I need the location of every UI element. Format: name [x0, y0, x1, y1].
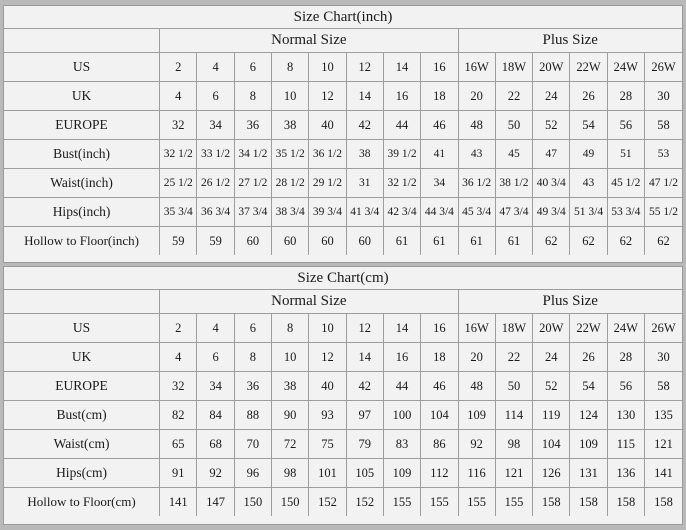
cell: 50 [495, 111, 532, 140]
size-table-inch [4, 6, 682, 255]
cell: 42 3/4 [383, 198, 420, 227]
table-row [4, 372, 682, 401]
cell: 12 [309, 343, 346, 372]
cell: 18 [421, 82, 458, 111]
cell: 152 [346, 488, 383, 517]
table-row [4, 111, 682, 140]
cell: 109 [458, 401, 495, 430]
cell: 65 [160, 430, 197, 459]
cell: 4 [160, 343, 197, 372]
corner-cell [4, 290, 160, 314]
cell: 32 [160, 111, 197, 140]
cell: 59 [197, 227, 234, 256]
table-row [4, 198, 682, 227]
cell: 16 [421, 53, 458, 82]
cell: 61 [458, 227, 495, 256]
cell: 147 [197, 488, 234, 517]
cell: 86 [421, 430, 458, 459]
cell: 26 [570, 343, 607, 372]
cell: 24 [533, 82, 570, 111]
cell: 41 [421, 140, 458, 169]
cell: 38 [272, 111, 309, 140]
cell: 28 [607, 82, 644, 111]
cell: 20 [458, 343, 495, 372]
table-row [4, 430, 682, 459]
cell: 26W [644, 314, 682, 343]
row-label-bust: Bust(cm) [4, 401, 160, 430]
size-chart-inch [3, 5, 683, 263]
cell: 38 [346, 140, 383, 169]
cell: 40 [309, 372, 346, 401]
table-title-row [4, 6, 682, 29]
table-row [4, 82, 682, 111]
row-label-hips: Hips(cm) [4, 459, 160, 488]
cell: 4 [197, 314, 234, 343]
cell: 104 [421, 401, 458, 430]
cell: 49 3/4 [533, 198, 570, 227]
cell: 28 [607, 343, 644, 372]
table-row [4, 459, 682, 488]
cell: 92 [197, 459, 234, 488]
cell: 26W [644, 53, 682, 82]
cell: 90 [272, 401, 309, 430]
cell: 4 [197, 53, 234, 82]
cell: 49 [570, 140, 607, 169]
row-label-waist: Waist(inch) [4, 169, 160, 198]
cell: 42 [346, 372, 383, 401]
cell: 93 [309, 401, 346, 430]
row-label-hollow-to-floor: Hollow to Floor(inch) [4, 227, 160, 256]
cell: 121 [495, 459, 532, 488]
cell: 22W [570, 53, 607, 82]
cell: 42 [346, 111, 383, 140]
cell: 47 1/2 [644, 169, 682, 198]
row-label-hips: Hips(inch) [4, 198, 160, 227]
chart-title: Size Chart(inch) [4, 6, 682, 29]
cell: 62 [570, 227, 607, 256]
cell: 2 [160, 53, 197, 82]
cell: 155 [383, 488, 420, 517]
cell: 12 [346, 53, 383, 82]
cell: 30 [644, 343, 682, 372]
cell: 158 [644, 488, 682, 517]
cell: 14 [346, 82, 383, 111]
cell: 62 [607, 227, 644, 256]
row-label-uk: UK [4, 82, 160, 111]
cell: 100 [383, 401, 420, 430]
cell: 24W [607, 314, 644, 343]
cell: 32 1/2 [160, 140, 197, 169]
cell: 8 [272, 314, 309, 343]
cell: 109 [383, 459, 420, 488]
cell: 55 1/2 [644, 198, 682, 227]
cell: 50 [495, 372, 532, 401]
cell: 58 [644, 111, 682, 140]
cell: 59 [160, 227, 197, 256]
group-header-row [4, 290, 682, 314]
cell: 130 [607, 401, 644, 430]
cell: 60 [272, 227, 309, 256]
cell: 8 [234, 82, 271, 111]
cell: 135 [644, 401, 682, 430]
table-row [4, 401, 682, 430]
cell: 38 [272, 372, 309, 401]
row-label-hollow-to-floor: Hollow to Floor(cm) [4, 488, 160, 517]
row-label-uk: UK [4, 343, 160, 372]
table-row [4, 169, 682, 198]
cell: 32 [160, 372, 197, 401]
cell: 47 3/4 [495, 198, 532, 227]
cell: 141 [644, 459, 682, 488]
cell: 91 [160, 459, 197, 488]
cell: 8 [272, 53, 309, 82]
cell: 16 [383, 343, 420, 372]
cell: 36 3/4 [197, 198, 234, 227]
cell: 44 [383, 372, 420, 401]
cell: 39 1/2 [383, 140, 420, 169]
cell: 38 3/4 [272, 198, 309, 227]
cell: 150 [272, 488, 309, 517]
cell: 48 [458, 111, 495, 140]
cell: 126 [533, 459, 570, 488]
cell: 51 3/4 [570, 198, 607, 227]
cell: 109 [570, 430, 607, 459]
cell: 155 [421, 488, 458, 517]
cell: 105 [346, 459, 383, 488]
cell: 114 [495, 401, 532, 430]
cell: 54 [570, 372, 607, 401]
cell: 10 [272, 343, 309, 372]
cell: 36 1/2 [309, 140, 346, 169]
cell: 60 [309, 227, 346, 256]
cell: 20 [458, 82, 495, 111]
size-table-cm [4, 267, 682, 516]
cell: 45 [495, 140, 532, 169]
cell: 10 [309, 314, 346, 343]
cell: 24W [607, 53, 644, 82]
cell: 22 [495, 82, 532, 111]
cell: 32 1/2 [383, 169, 420, 198]
cell: 53 3/4 [607, 198, 644, 227]
cell: 44 3/4 [421, 198, 458, 227]
cell: 44 [383, 111, 420, 140]
cell: 51 [607, 140, 644, 169]
cell: 58 [644, 372, 682, 401]
cell: 155 [495, 488, 532, 517]
cell: 60 [234, 227, 271, 256]
cell: 20W [533, 314, 570, 343]
cell: 155 [458, 488, 495, 517]
cell: 4 [160, 82, 197, 111]
cell: 18W [495, 314, 532, 343]
cell: 33 1/2 [197, 140, 234, 169]
group-header-row [4, 29, 682, 53]
cell: 34 [197, 372, 234, 401]
cell: 34 [421, 169, 458, 198]
cell: 26 [570, 82, 607, 111]
cell: 98 [272, 459, 309, 488]
cell: 12 [309, 82, 346, 111]
cell: 152 [309, 488, 346, 517]
cell: 38 1/2 [495, 169, 532, 198]
cell: 34 1/2 [234, 140, 271, 169]
cell: 31 [346, 169, 383, 198]
cell: 62 [644, 227, 682, 256]
cell: 43 [570, 169, 607, 198]
cell: 136 [607, 459, 644, 488]
cell: 6 [197, 343, 234, 372]
cell: 35 3/4 [160, 198, 197, 227]
cell: 35 1/2 [272, 140, 309, 169]
cell: 6 [197, 82, 234, 111]
cell: 47 [533, 140, 570, 169]
cell: 14 [346, 343, 383, 372]
cell: 112 [421, 459, 458, 488]
cell: 10 [309, 53, 346, 82]
cell: 12 [346, 314, 383, 343]
cell: 124 [570, 401, 607, 430]
group-normal-size: Normal Size [160, 290, 458, 314]
cell: 34 [197, 111, 234, 140]
cell: 26 1/2 [197, 169, 234, 198]
cell: 25 1/2 [160, 169, 197, 198]
cell: 46 [421, 372, 458, 401]
cell: 16 [383, 82, 420, 111]
cell: 141 [160, 488, 197, 517]
cell: 72 [272, 430, 309, 459]
cell: 52 [533, 372, 570, 401]
cell: 62 [533, 227, 570, 256]
cell: 158 [570, 488, 607, 517]
cell: 39 3/4 [309, 198, 346, 227]
cell: 68 [197, 430, 234, 459]
row-label-europe: EUROPE [4, 372, 160, 401]
cell: 18W [495, 53, 532, 82]
cell: 36 [234, 111, 271, 140]
cell: 45 1/2 [607, 169, 644, 198]
table-row [4, 53, 682, 82]
cell: 14 [383, 53, 420, 82]
cell: 27 1/2 [234, 169, 271, 198]
table-row [4, 227, 682, 256]
cell: 16 [421, 314, 458, 343]
cell: 61 [383, 227, 420, 256]
table-title-row [4, 267, 682, 290]
chart-title: Size Chart(cm) [4, 267, 682, 290]
cell: 22W [570, 314, 607, 343]
cell: 8 [234, 343, 271, 372]
cell: 56 [607, 111, 644, 140]
cell: 46 [421, 111, 458, 140]
table-row [4, 343, 682, 372]
cell: 116 [458, 459, 495, 488]
group-plus-size: Plus Size [458, 29, 682, 53]
cell: 43 [458, 140, 495, 169]
table-row [4, 488, 682, 517]
cell: 6 [234, 314, 271, 343]
cell: 52 [533, 111, 570, 140]
cell: 10 [272, 82, 309, 111]
cell: 115 [607, 430, 644, 459]
size-chart-cm [3, 266, 683, 525]
cell: 24 [533, 343, 570, 372]
cell: 104 [533, 430, 570, 459]
cell: 61 [421, 227, 458, 256]
cell: 6 [234, 53, 271, 82]
cell: 131 [570, 459, 607, 488]
cell: 79 [346, 430, 383, 459]
cell: 16W [458, 53, 495, 82]
cell: 40 3/4 [533, 169, 570, 198]
group-plus-size: Plus Size [458, 290, 682, 314]
cell: 20W [533, 53, 570, 82]
cell: 98 [495, 430, 532, 459]
cell: 41 3/4 [346, 198, 383, 227]
cell: 84 [197, 401, 234, 430]
cell: 70 [234, 430, 271, 459]
cell: 40 [309, 111, 346, 140]
cell: 22 [495, 343, 532, 372]
cell: 53 [644, 140, 682, 169]
cell: 48 [458, 372, 495, 401]
cell: 92 [458, 430, 495, 459]
table-row [4, 140, 682, 169]
cell: 158 [607, 488, 644, 517]
cell: 119 [533, 401, 570, 430]
cell: 36 [234, 372, 271, 401]
cell: 45 3/4 [458, 198, 495, 227]
row-label-us: US [4, 53, 160, 82]
row-label-waist: Waist(cm) [4, 430, 160, 459]
cell: 97 [346, 401, 383, 430]
row-label-bust: Bust(inch) [4, 140, 160, 169]
cell: 14 [383, 314, 420, 343]
cell: 60 [346, 227, 383, 256]
cell: 16W [458, 314, 495, 343]
cell: 56 [607, 372, 644, 401]
cell: 54 [570, 111, 607, 140]
cell: 150 [234, 488, 271, 517]
cell: 18 [421, 343, 458, 372]
group-normal-size: Normal Size [160, 29, 458, 53]
cell: 29 1/2 [309, 169, 346, 198]
cell: 61 [495, 227, 532, 256]
table-row [4, 314, 682, 343]
cell: 121 [644, 430, 682, 459]
row-label-europe: EUROPE [4, 111, 160, 140]
cell: 101 [309, 459, 346, 488]
corner-cell [4, 29, 160, 53]
cell: 75 [309, 430, 346, 459]
cell: 30 [644, 82, 682, 111]
cell: 158 [533, 488, 570, 517]
cell: 37 3/4 [234, 198, 271, 227]
cell: 83 [383, 430, 420, 459]
row-label-us: US [4, 314, 160, 343]
cell: 2 [160, 314, 197, 343]
cell: 82 [160, 401, 197, 430]
cell: 96 [234, 459, 271, 488]
cell: 88 [234, 401, 271, 430]
cell: 28 1/2 [272, 169, 309, 198]
cell: 36 1/2 [458, 169, 495, 198]
